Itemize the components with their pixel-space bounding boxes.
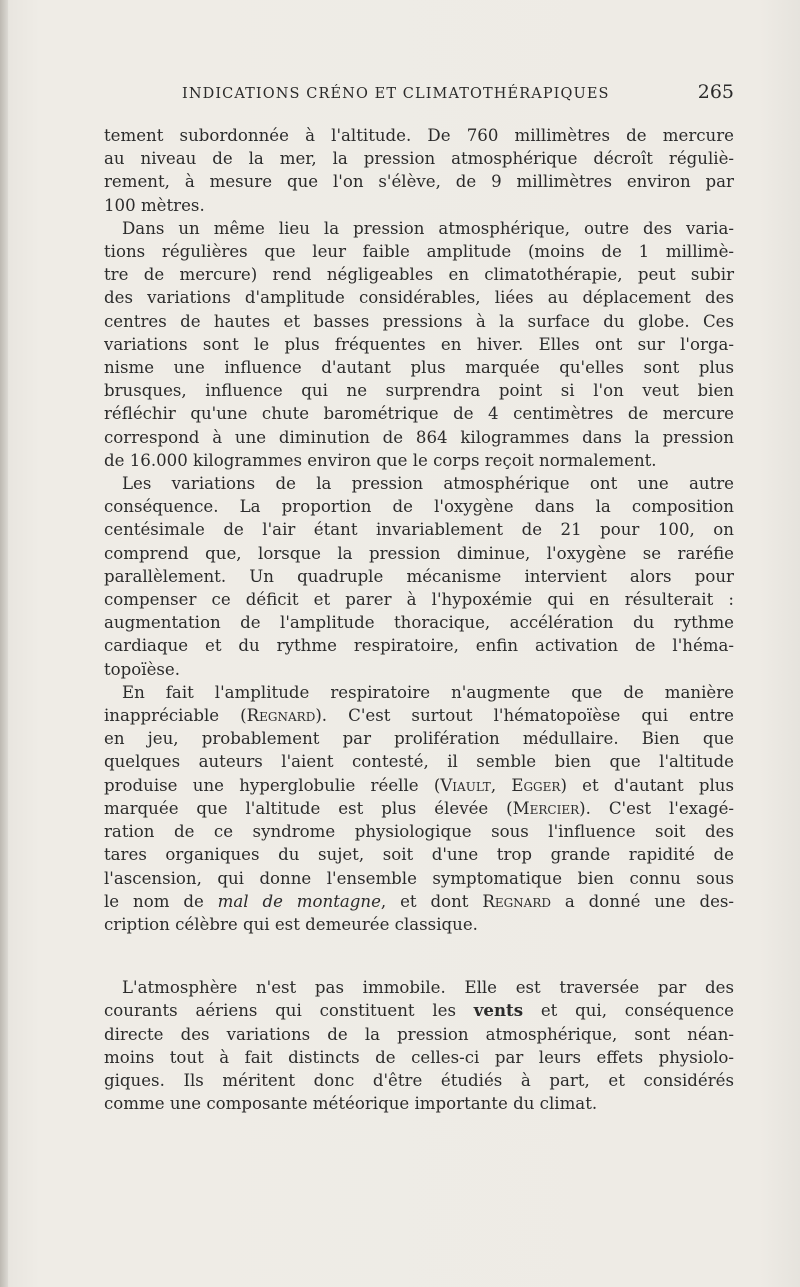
text-run: ). C'est l'exagé-: [579, 798, 734, 818]
paragraph-line: l'ascension, qui donne l'ensemble symptomatique bien connu sous: [104, 868, 734, 888]
paragraph-line: [104, 890, 734, 913]
paragraph-line: cription célèbre qui est demeurée classique.: [104, 914, 478, 934]
paragraph-line: [104, 797, 734, 820]
text-run: le nom de: [104, 891, 218, 911]
paragraph-line: brusques, influence qui ne surprendra point si l'on veut bien: [104, 381, 734, 401]
paragraph-line: En fait l'amplitude respiratoire n'augmente que de manière: [122, 682, 734, 702]
paragraph-line: Dans un même lieu la pression atmosphérique, outre des varia-: [122, 218, 734, 238]
section-gap: [104, 936, 734, 976]
text-run: produise une hyperglobulie réelle (: [104, 775, 441, 795]
page-body: [104, 124, 734, 1115]
author-name: Viault: [440, 775, 491, 795]
paragraph-line: réfléchir qu'une chute barométrique de 4 centimètres de mercure: [104, 404, 734, 424]
paragraph-line: tions régulières que leur faible amplitude (moins de 1 millimè-: [104, 242, 734, 262]
paragraph-line: tares organiques du sujet, soit d'une trop grande rapidité de: [104, 845, 734, 865]
paragraph-line: giques. Ils méritent donc d'être étudiés à part, et considérés: [104, 1070, 734, 1090]
author-name: Regnard: [246, 706, 316, 726]
page-binding-shadow: [0, 0, 8, 1287]
page-header: [182, 81, 734, 110]
text-run: inappréciable (: [104, 706, 247, 726]
paragraph-line: tre de mercure) rend négligeables en climatothérapie, peut subir: [104, 265, 734, 285]
paragraph-line: directe des variations de la pression atmosphérique, sont néan-: [104, 1024, 734, 1044]
text-run: courants aériens qui constituent les: [104, 1001, 474, 1021]
text-run: ,: [490, 775, 512, 795]
paragraph-line: au niveau de la mer, la pression atmosphérique décroît réguliè-: [104, 149, 734, 169]
paragraph-line: Les variations de la pression atmosphérique ont une autre: [122, 474, 734, 494]
paragraph-line: variations sont le plus fréquentes en hiver. Elles ont sur l'orga-: [104, 334, 734, 354]
paragraph-line: compenser ce déficit et parer à l'hypoxémie qui en résulterait :: [104, 590, 734, 610]
paragraph-line: augmentation de l'amplitude thoracique, accélération du rythme: [104, 613, 734, 633]
paragraph-line: comprend que, lorsque la pression diminue, l'oxygène se raréfie: [104, 543, 734, 563]
paragraph-line: quelques auteurs l'aient contesté, il semble bien que l'altitude: [104, 752, 734, 772]
paragraph-line: [104, 774, 734, 797]
text-run: marquée que l'altitude est plus élevée (: [104, 798, 513, 818]
paragraph-line: topoïèse.: [104, 659, 181, 679]
paragraph-line: nisme une influence d'autant plus marquée qu'elles sont plus: [104, 358, 734, 378]
author-name: Egger: [511, 775, 561, 795]
running-title: INDICATIONS CRÉNO ET CLIMATOTHÉRAPIQUES: [182, 86, 610, 102]
paragraph-line: [104, 704, 734, 727]
author-name: Regnard: [482, 891, 551, 911]
page-number: 265: [697, 81, 734, 103]
paragraph-line: moins tout à fait distincts de celles-ci par leurs effets physiolo-: [104, 1047, 734, 1067]
text-run: ) et d'autant plus: [560, 775, 734, 795]
paragraph-line: parallèlement. Un quadruple mécanisme intervient alors pour: [104, 566, 734, 586]
paragraph-line: [104, 999, 734, 1022]
paragraph-line: ration de ce syndrome physiologique sous l'influence soit des: [104, 822, 734, 842]
paragraph-line: de 16.000 kilogrammes environ que le corps reçoit normalement.: [104, 450, 657, 470]
bold-term: vents: [473, 1000, 524, 1021]
text-run: , et dont: [380, 891, 483, 911]
text-run: a donné une des-: [551, 891, 735, 911]
author-name: Mercier: [512, 798, 580, 818]
paragraph-line: centres de hautes et basses pressions à la surface du globe. Ces: [104, 311, 734, 331]
paragraph-line: 100 mètres.: [104, 195, 205, 215]
paragraph-line: rement, à mesure que l'on s'élève, de 9 millimètres environ par: [104, 172, 734, 192]
paragraph-line: tement subordonnée à l'altitude. De 760 millimètres de mercure: [104, 126, 734, 145]
paragraph-line: des variations d'amplitude considérables, liées au déplacement des: [104, 288, 734, 308]
paragraph-line: cardiaque et du rythme respiratoire, enfin activation de l'héma-: [104, 636, 734, 656]
paragraph-line: centésimale de l'air étant invariablement de 21 pour 100, on: [104, 520, 734, 540]
italic-term: mal de montagne: [217, 891, 381, 911]
paragraph-line: comme une composante météorique importante du climat.: [104, 1094, 598, 1114]
paragraph-line: correspond à une diminution de 864 kilogrammes dans la pression: [104, 427, 734, 447]
text-run: et qui, conséquence: [523, 1001, 734, 1021]
paragraph-line: L'atmosphère n'est pas immobile. Elle est traversée par des: [122, 978, 734, 998]
text-run: ). C'est surtout l'hématopoïèse qui entre: [315, 706, 734, 726]
paragraph-line: conséquence. La proportion de l'oxygène dans la composition: [104, 497, 734, 517]
paragraph-line: en jeu, probablement par prolifération médullaire. Bien que: [104, 729, 734, 749]
